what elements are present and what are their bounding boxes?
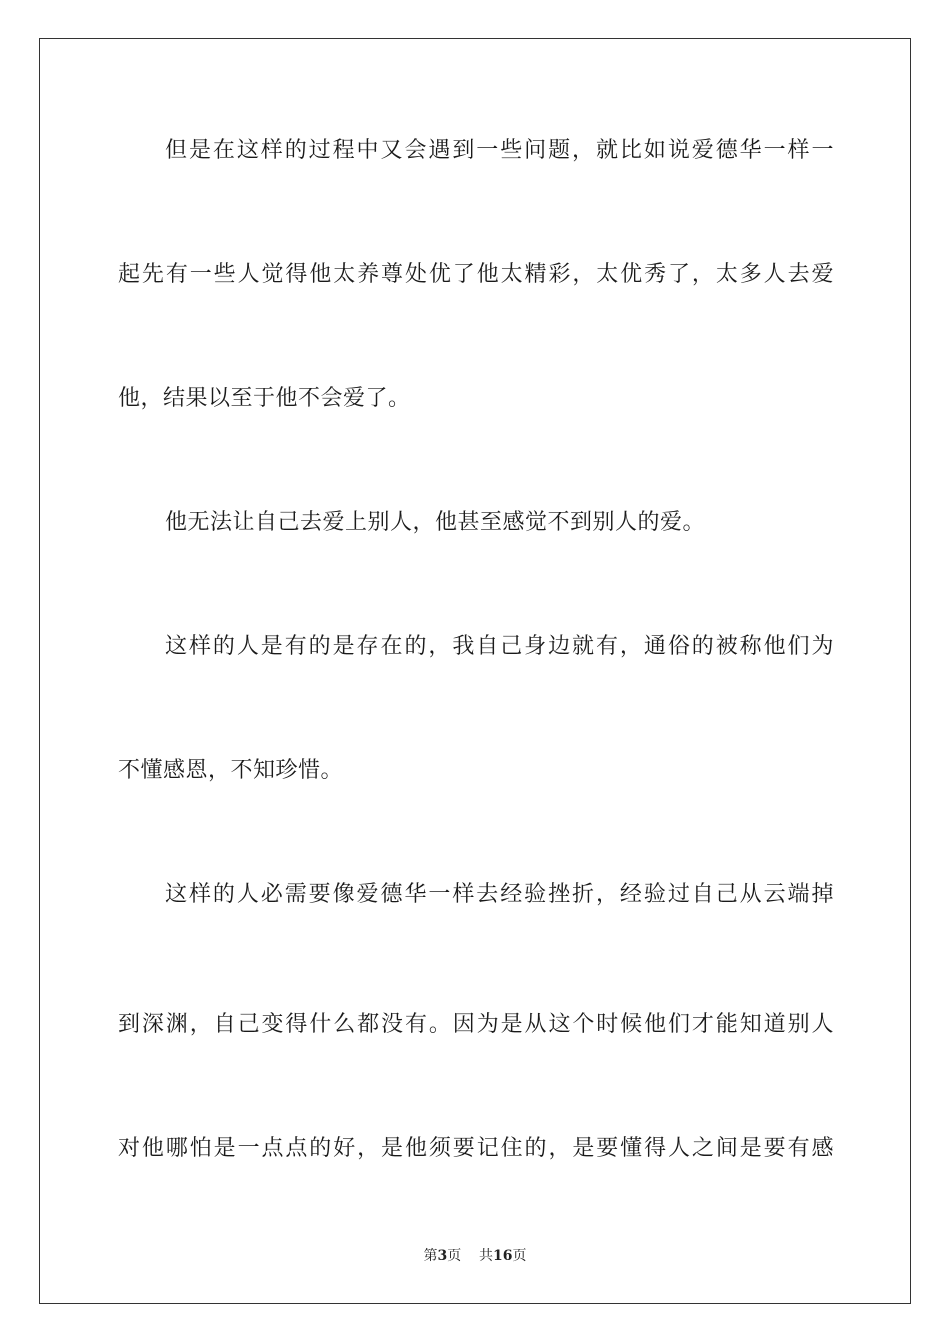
text-line: 他，结果以至于他不会爱了。 [118,386,411,411]
footer-total-unit: 页 [512,1248,527,1264]
text-line: 他无法让自己去爱上别人，他甚至感觉不到别人的爱。 [165,510,706,535]
text-line: 起先有一些人觉得他太养尊处优了他太精彩，太优秀了，太多人去爱 [118,262,834,287]
current-page-number: 3 [437,1248,448,1264]
footer-total-prefix: 共 [479,1248,494,1264]
footer-prefix: 第 [423,1248,438,1264]
page-frame [39,38,911,1304]
page-footer [0,1247,950,1265]
total-page-count: 16 [493,1248,513,1264]
text-line: 这样的人必需要像爱德华一样去经验挫折，经验过自己从云端掉 [165,882,834,907]
text-line: 这样的人是有的是存在的，我自己身边就有，通俗的被称他们为 [165,634,834,659]
text-line: 到深渊，自己变得什么都没有。因为是从这个时候他们才能知道别人 [118,1012,834,1037]
footer-page-unit: 页 [447,1248,462,1264]
text-line: 不懂感恩，不知珍惜。 [118,758,344,783]
text-line: 对他哪怕是一点点的好，是他须要记住的，是要懂得人之间是要有感 [118,1136,834,1161]
text-line: 但是在这样的过程中又会遇到一些问题，就比如说爱德华一样一 [165,138,834,163]
